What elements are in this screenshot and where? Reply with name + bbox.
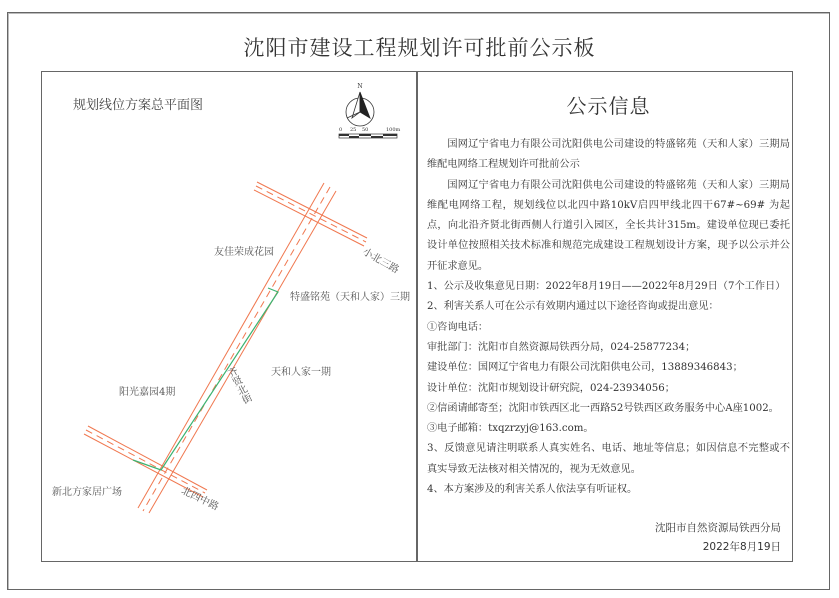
- notice-designer: 设计单位：沈阳市规划设计研究院，024-23934056；: [427, 382, 675, 394]
- notice-approval-dept: 审批部门：沈阳市自然资源局铁西分局，024-25877234；: [427, 341, 696, 353]
- svg-text:0: 0: [339, 127, 343, 133]
- notice-description: 国网辽宁省电力有限公司沈阳供电公司建设的特盛铭苑（天和人家）三期局维配电网络工程，规划线位以北四中路10kV启四甲线北四干67#~69# 为起点，向北沿齐贤北街西侧人行道引入园区，全长共计315m。建设单位现已委托设计单位按照相关技术标准和规范完成建设工程规划设计方案，现予以公示并公开征求意见。: [427, 179, 790, 272]
- notice-intro: 国网辽宁省电力有限公司沈阳供电公司建设的特盛铭苑（天和人家）三期局维配电网络工程规划许可批前公示: [427, 139, 790, 171]
- notice-builder: 建设单位：国网辽宁省电力有限公司沈阳供电公司，13889346843；: [427, 362, 743, 374]
- notice-item-3: 3、反馈意见请注明联系人真实姓名、电话、地址等信息；如因信息不完整或不真实导致无法核对相关情况的，视为无效意见。: [427, 443, 790, 475]
- signature-block: [655, 519, 781, 557]
- notice-item-4: 4、本方案涉及的利害关系人依法享有听证权。: [427, 484, 638, 496]
- label-area-youjia: 友佳荣成花园: [214, 247, 274, 258]
- north-arrow-icon: [346, 92, 374, 126]
- map-title: 规划线位方案总平面图: [73, 98, 204, 113]
- label-road-xiaobeisan: 小北三路: [360, 246, 401, 276]
- notice-heading: 公示信息: [566, 94, 651, 118]
- notice-mail-address: ②信函请邮寄至；沈阳市铁西区北一西路52号铁西区政务服务中心A座1002。: [427, 402, 779, 414]
- notice-panel: [427, 72, 790, 500]
- north-label: N: [357, 83, 363, 90]
- road-xiaobeisan: [254, 182, 367, 246]
- label-area-tesheng: 特盛铭苑（天和人家）三期: [290, 292, 410, 303]
- road-qixianbei: [138, 183, 336, 513]
- label-area-yangguang: 阳光嘉园4期: [119, 387, 176, 398]
- svg-text:25: 25: [350, 127, 357, 133]
- notice-item-1: 1、公示及收集意见日期：2022年8月19日——2022年8月29日（7个工作日）: [427, 281, 786, 293]
- notice-email: ③电子邮箱：txqzrzyj@163.com。: [427, 423, 594, 435]
- notice-item-2: 2、利害关系人可在公示有效期内通过以下途径咨询或提出意见：: [427, 301, 719, 313]
- notice-phone-title: ①咨询电话：: [427, 321, 489, 333]
- label-area-xinbeifang: 新北方家居广场: [52, 487, 122, 498]
- panel-divider: [416, 71, 418, 562]
- scale-bar: [339, 127, 401, 138]
- label-area-tianhe: 天和人家一期: [271, 367, 331, 378]
- signed-date: 2022年8月19日: [702, 541, 781, 553]
- svg-text:50: 50: [362, 127, 369, 133]
- svg-text:100m: 100m: [386, 127, 401, 133]
- page-title: 沈阳市建设工程规划许可批前公示板: [243, 36, 596, 60]
- signer: 沈阳市自然资源局铁西分局: [655, 522, 781, 534]
- label-road-beisizhong: 北四中路: [179, 485, 221, 514]
- label-road-qixianbei: 齐贤北街: [223, 365, 253, 407]
